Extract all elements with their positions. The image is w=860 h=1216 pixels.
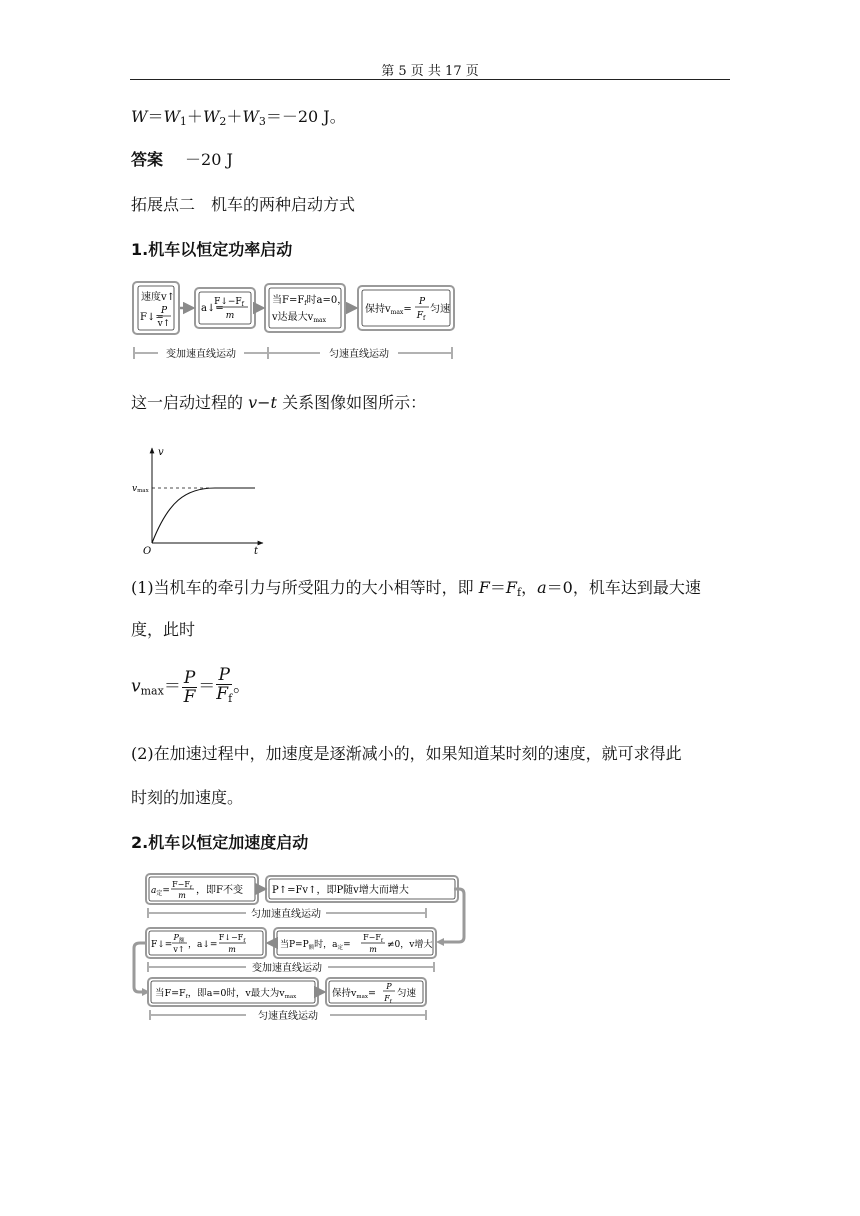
header-rule (130, 79, 730, 80)
flow2-r2-accel: ，a↓= (188, 940, 218, 950)
note1-line2: 度，此时 (131, 620, 196, 639)
note1-line1: (1)当机车的牵引力与所受阻力的大小相等时，即 $F=F_f$，a＝0，机车达到最大速 (131, 578, 701, 599)
part1-heading: 1.机车以恒定功率启动 (131, 240, 293, 259)
flow2-r1-den: m (178, 891, 186, 900)
flow1-span-uniform: 匀速直线运动 (329, 349, 389, 360)
flow1-accel-den: m (225, 311, 235, 321)
flow1-span-variable: 变加速直线运动 (166, 349, 236, 360)
graph-intro: 这一启动过程的 v−t 关系图像如图所示： (131, 393, 427, 412)
answer-label: 答案 (131, 150, 164, 169)
flow1-keep-text: 保持$v_{max}=$ (365, 304, 412, 316)
vmax-equation: $v_{max}=$ $\frac{P}{F}$ ＝ $\frac{P}{F_f}$ 。 (131, 665, 251, 707)
page-header: 第 5 页 共 17 页 (381, 64, 479, 79)
flow2-r2-v-increase: ≠0，v增大 (387, 940, 433, 950)
flow2-r2-span: 变加速直线运动 (252, 963, 322, 974)
flow2-r3-uniform: 匀速 (397, 988, 417, 999)
flow2-r2-den2: m (228, 945, 236, 954)
flow2-r3-keep: 保持$v_{max}=$ (332, 988, 376, 1000)
flow1-force-text: F↓= (140, 312, 164, 323)
flow1-accel-text: a↓= (201, 303, 224, 314)
answer-line (131, 150, 233, 170)
answer-value: －20 J (185, 150, 233, 169)
flow1-condition-line2: v达最大$v_{max}$ (272, 312, 326, 324)
flow2-r3-condition: 当$F=F_f$，即a=0时，v最大为$v_{max}$ (155, 988, 297, 1000)
vt-graph (130, 440, 270, 560)
flow2-r1-span: 匀加速直线运动 (251, 909, 321, 920)
work-equation: $W=W_1+W_2+W_3=-20$ J。 (131, 107, 346, 128)
flow1-force-num: P (160, 306, 168, 316)
flow2-r2-condition: 当$P=P_额$时，$a_定=$ (280, 940, 351, 951)
flow2-r2-force: F↓= (151, 940, 173, 950)
note2-line2: 时刻的加速度。 (131, 788, 244, 807)
flow2-r3-den: $F_f$ (384, 994, 392, 1005)
vt-origin: O (143, 546, 152, 557)
vt-xlabel: t (254, 546, 259, 557)
flow2-r2-num: $P_额$ (173, 933, 185, 944)
flow2-r3-num: P (386, 982, 392, 991)
flow2-r2-cond-den: m (369, 945, 377, 954)
section-title: 拓展点二 机车的两种启动方式 (131, 195, 356, 214)
flow2-left-connector (134, 943, 145, 992)
part2-heading: 2.机车以恒定加速度启动 (131, 833, 309, 852)
constant-accel-flowchart (128, 872, 468, 1024)
flow1-force-den: v↑ (157, 319, 171, 329)
flow2-r2-num2: $F↓-F_f$ (218, 933, 246, 944)
flow2-r2-den: v↑ (173, 945, 185, 954)
vt-ylabel: v (158, 447, 164, 458)
flow2-r1-power-increase: P↑=Fv↑，即P随v增大而增大 (272, 885, 409, 896)
flow2-r1-num: $F-F_f$ (172, 880, 192, 891)
constant-power-flowchart (130, 280, 460, 365)
flow1-keep-den: $F_f$ (416, 311, 426, 322)
flow1-accel-num: $F↓-F_f$ (214, 297, 244, 308)
flow1-condition-line1: 当$F=F_f$时a=0， (272, 295, 348, 307)
vt-vmax-label: vmax (132, 484, 149, 494)
flow2-r2-cond-num: $F-F_f$ (363, 933, 383, 944)
flow1-speed-text: 速度v↑ (141, 292, 176, 303)
flow1-keep-num: P (418, 297, 426, 307)
flow2-r3-span: 匀速直线运动 (258, 1011, 318, 1022)
flow2-r1-accel: $a_定=$ (151, 886, 170, 897)
flow2-r1-f-constant: ，即F不变 (196, 885, 243, 896)
flow1-keep-uniform: 匀速 (430, 304, 450, 315)
note2-line1: (2)在加速过程中，加速度是逐渐减小的，如果知道某时刻的速度，就可求得此 (131, 744, 682, 763)
vt-curve (152, 488, 255, 543)
